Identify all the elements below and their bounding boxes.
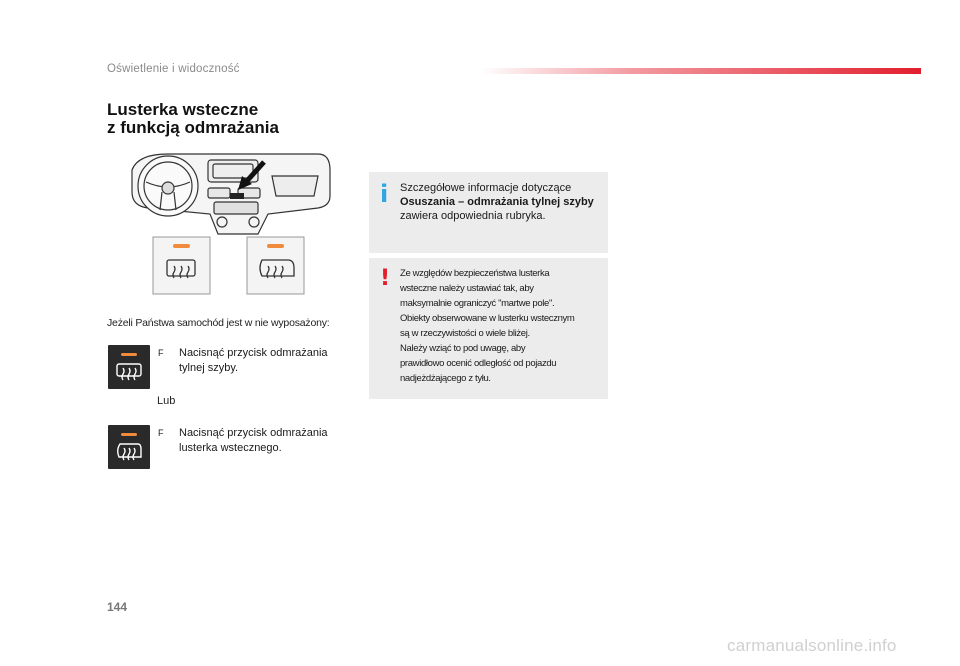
warning-line: nadjeżdżającego z tyłu.: [400, 373, 491, 384]
warning-text: [400, 266, 605, 386]
info-text-intro: Szczegółowe informacje dotyczące: [400, 182, 572, 194]
step-2-text: Nacisnąć przycisk odmrażania lusterka wstecznego.: [179, 427, 328, 454]
page-title: [107, 101, 279, 137]
section-header: Oświetlenie i widoczność: [107, 63, 240, 75]
or-label: Lub: [157, 395, 176, 407]
rear-window-defrost-icon: [108, 345, 150, 389]
mirror-defrost-icon: [108, 425, 150, 469]
dashboard-illustration: [118, 148, 338, 298]
page-title-line-1: Lusterka wsteczne: [107, 100, 259, 119]
warning-box: [369, 258, 608, 399]
warning-line: Należy wziąć to pod uwagę, aby: [400, 343, 526, 354]
warning-line: są w rzeczywistości o wiele bliżej.: [400, 328, 530, 339]
step-1-text: Nacisnąć przycisk odmrażania tylnej szyby.: [179, 347, 328, 374]
info-icon: i: [380, 180, 389, 208]
page-title-line-2: z funkcją odmrażania: [107, 118, 279, 137]
info-text: [400, 181, 605, 223]
step-2-bullet: F: [158, 428, 164, 438]
intro-text: Jeżeli Państwa samochód jest w nie wyposażony:: [107, 317, 330, 329]
warning-line: wsteczne należy ustawiać tak, aby: [400, 283, 534, 294]
info-text-outro: zawiera odpowiednia rubryka.: [400, 210, 546, 222]
watermark: carmanualsonline.info: [727, 636, 897, 655]
warning-line: prawidłowo ocenić odległość od pojazdu: [400, 358, 557, 369]
info-box: [369, 172, 608, 253]
step-1: [158, 346, 344, 376]
warning-icon: !: [380, 266, 391, 291]
warning-line: Obiekty obserwowane w lusterku wstecznym: [400, 313, 575, 324]
info-text-link: Osuszania – odmrażania tylnej szyby: [400, 196, 594, 208]
warning-line: Ze względów bezpieczeństwa lusterka: [400, 268, 550, 279]
warning-line: maksymalnie ograniczyć "martwe pole".: [400, 298, 555, 309]
step-2: [158, 426, 344, 456]
page-number: 144: [107, 600, 128, 614]
header-rule: [480, 68, 921, 74]
step-1-bullet: F: [158, 348, 164, 358]
